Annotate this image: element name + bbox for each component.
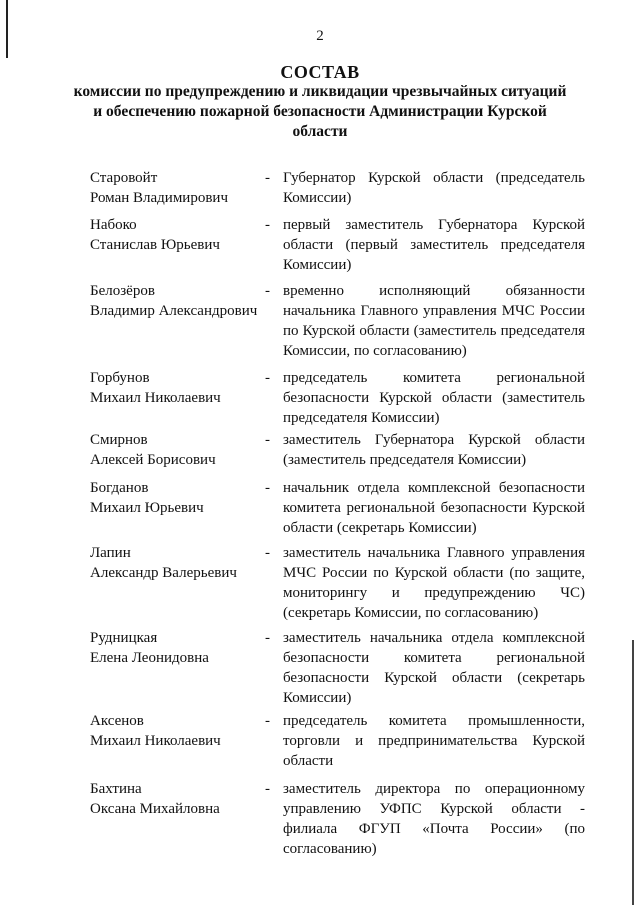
member-surname: Горбунов xyxy=(90,370,150,386)
member-role-line: председатель комитета промышленности, xyxy=(283,713,585,729)
member-surname: Бахтина xyxy=(90,781,142,797)
member-role-line: мониторингу и предупреждению ЧС) xyxy=(283,585,585,601)
member-role-line: (секретарь Комиссии, по согласованию) xyxy=(283,605,539,621)
commission-roster xyxy=(0,168,640,888)
member-surname: Смирнов xyxy=(90,432,148,448)
member-given-names: Алексей Борисович xyxy=(90,452,216,468)
member-name xyxy=(90,779,270,819)
member-surname: Аксенов xyxy=(90,713,144,729)
member-role xyxy=(283,368,585,428)
member-role-line: начальника Главного управления МЧС России xyxy=(283,303,585,319)
member-given-names: Михаил Николаевич xyxy=(90,733,221,749)
member-name xyxy=(90,168,270,208)
member-dash: - xyxy=(265,170,270,186)
member-surname: Рудницкая xyxy=(90,630,158,646)
member-role-line: управлению УФПС Курской области - xyxy=(283,801,585,817)
member-role-line: Комиссии) xyxy=(283,690,352,706)
member-role-line: согласованию) xyxy=(283,841,377,857)
page-number: 2 xyxy=(316,28,324,44)
member-role-line: области (первый заместитель председателя xyxy=(283,237,585,253)
member-role-line: председатель комитета региональной xyxy=(283,370,585,386)
member-given-names: Александр Валерьевич xyxy=(90,565,237,581)
member-name xyxy=(90,281,270,321)
member-given-names: Михаил Николаевич xyxy=(90,390,221,406)
member-role-line: первый заместитель Губернатора Курской xyxy=(283,217,585,233)
member-role-line: по Курской области (заместитель председателя xyxy=(283,323,585,339)
member-role-line: (заместитель председателя Комиссии) xyxy=(283,452,527,468)
member-dash: - xyxy=(265,781,270,797)
member-name xyxy=(90,711,270,751)
member-role-line: заместитель начальника отдела комплексной xyxy=(283,630,585,646)
document-subtitle xyxy=(70,82,570,142)
subtitle-line: области xyxy=(292,123,348,140)
member-dash: - xyxy=(265,432,270,448)
member-role xyxy=(283,779,585,859)
member-role-line: заместитель директора по операционному xyxy=(283,781,585,797)
member-role xyxy=(283,281,585,361)
member-dash: - xyxy=(265,545,270,561)
member-given-names: Роман Владимирович xyxy=(90,190,228,206)
subtitle-line: и обеспечению пожарной безопасности Администрации Курской xyxy=(93,103,547,120)
member-name xyxy=(90,478,270,518)
member-name xyxy=(90,430,270,470)
member-name xyxy=(90,215,270,255)
member-role-line: заместитель Губернатора Курской области xyxy=(283,432,585,448)
member-role-line: Губернатор Курской области (председатель xyxy=(283,170,585,186)
member-role-line: области xyxy=(283,753,334,769)
member-role-line: заместитель начальника Главного управления xyxy=(283,545,585,561)
member-given-names: Владимир Александрович xyxy=(90,303,258,319)
member-dash: - xyxy=(265,630,270,646)
member-surname: Белозёров xyxy=(90,283,155,299)
member-role-line: безопасности Курской области (секретарь xyxy=(283,670,585,686)
member-dash: - xyxy=(265,713,270,729)
member-role xyxy=(283,543,585,623)
member-dash: - xyxy=(265,370,270,386)
member-dash: - xyxy=(265,217,270,233)
member-role-line: МЧС России по Курской области (по защите, xyxy=(283,565,585,581)
member-role-line: филиала ФГУП «Почта России» (по xyxy=(283,821,585,837)
member-role xyxy=(283,711,585,771)
member-given-names: Елена Леонидовна xyxy=(90,650,209,666)
subtitle-line: комиссии по предупреждению и ликвидации чрезвычайных ситуаций xyxy=(73,83,567,100)
member-name xyxy=(90,368,270,408)
member-role xyxy=(283,628,585,708)
member-role-line: Комиссии) xyxy=(283,190,352,206)
member-role-line: председателя Комиссии) xyxy=(283,410,440,426)
member-role-line: области (секретарь Комиссии) xyxy=(283,520,477,536)
member-role xyxy=(283,430,585,470)
member-role xyxy=(283,215,585,275)
member-given-names: Станислав Юрьевич xyxy=(90,237,220,253)
member-role xyxy=(283,478,585,538)
member-surname: Лапин xyxy=(90,545,131,561)
member-role-line: Комиссии, по согласованию) xyxy=(283,343,467,359)
member-name xyxy=(90,543,270,583)
member-given-names: Михаил Юрьевич xyxy=(90,500,204,516)
member-role xyxy=(283,168,585,208)
member-given-names: Оксана Михайловна xyxy=(90,801,220,817)
member-dash: - xyxy=(265,480,270,496)
document-title: СОСТАВ xyxy=(280,62,360,82)
member-surname: Набоко xyxy=(90,217,137,233)
member-name xyxy=(90,628,270,668)
member-surname: Богданов xyxy=(90,480,149,496)
member-dash: - xyxy=(265,283,270,299)
member-role-line: начальник отдела комплексной безопасности xyxy=(283,480,585,496)
member-role-line: безопасности комитета региональной xyxy=(283,650,585,666)
member-role-line: Комиссии) xyxy=(283,257,352,273)
member-role-line: временно исполняющий обязанности xyxy=(283,283,585,299)
member-role-line: комитета региональной безопасности Курской xyxy=(283,500,585,516)
member-surname: Старовойт xyxy=(90,170,158,186)
member-role-line: торговли и предпринимательства Курской xyxy=(283,733,585,749)
member-role-line: безопасности Курской области (заместитель xyxy=(283,390,585,406)
